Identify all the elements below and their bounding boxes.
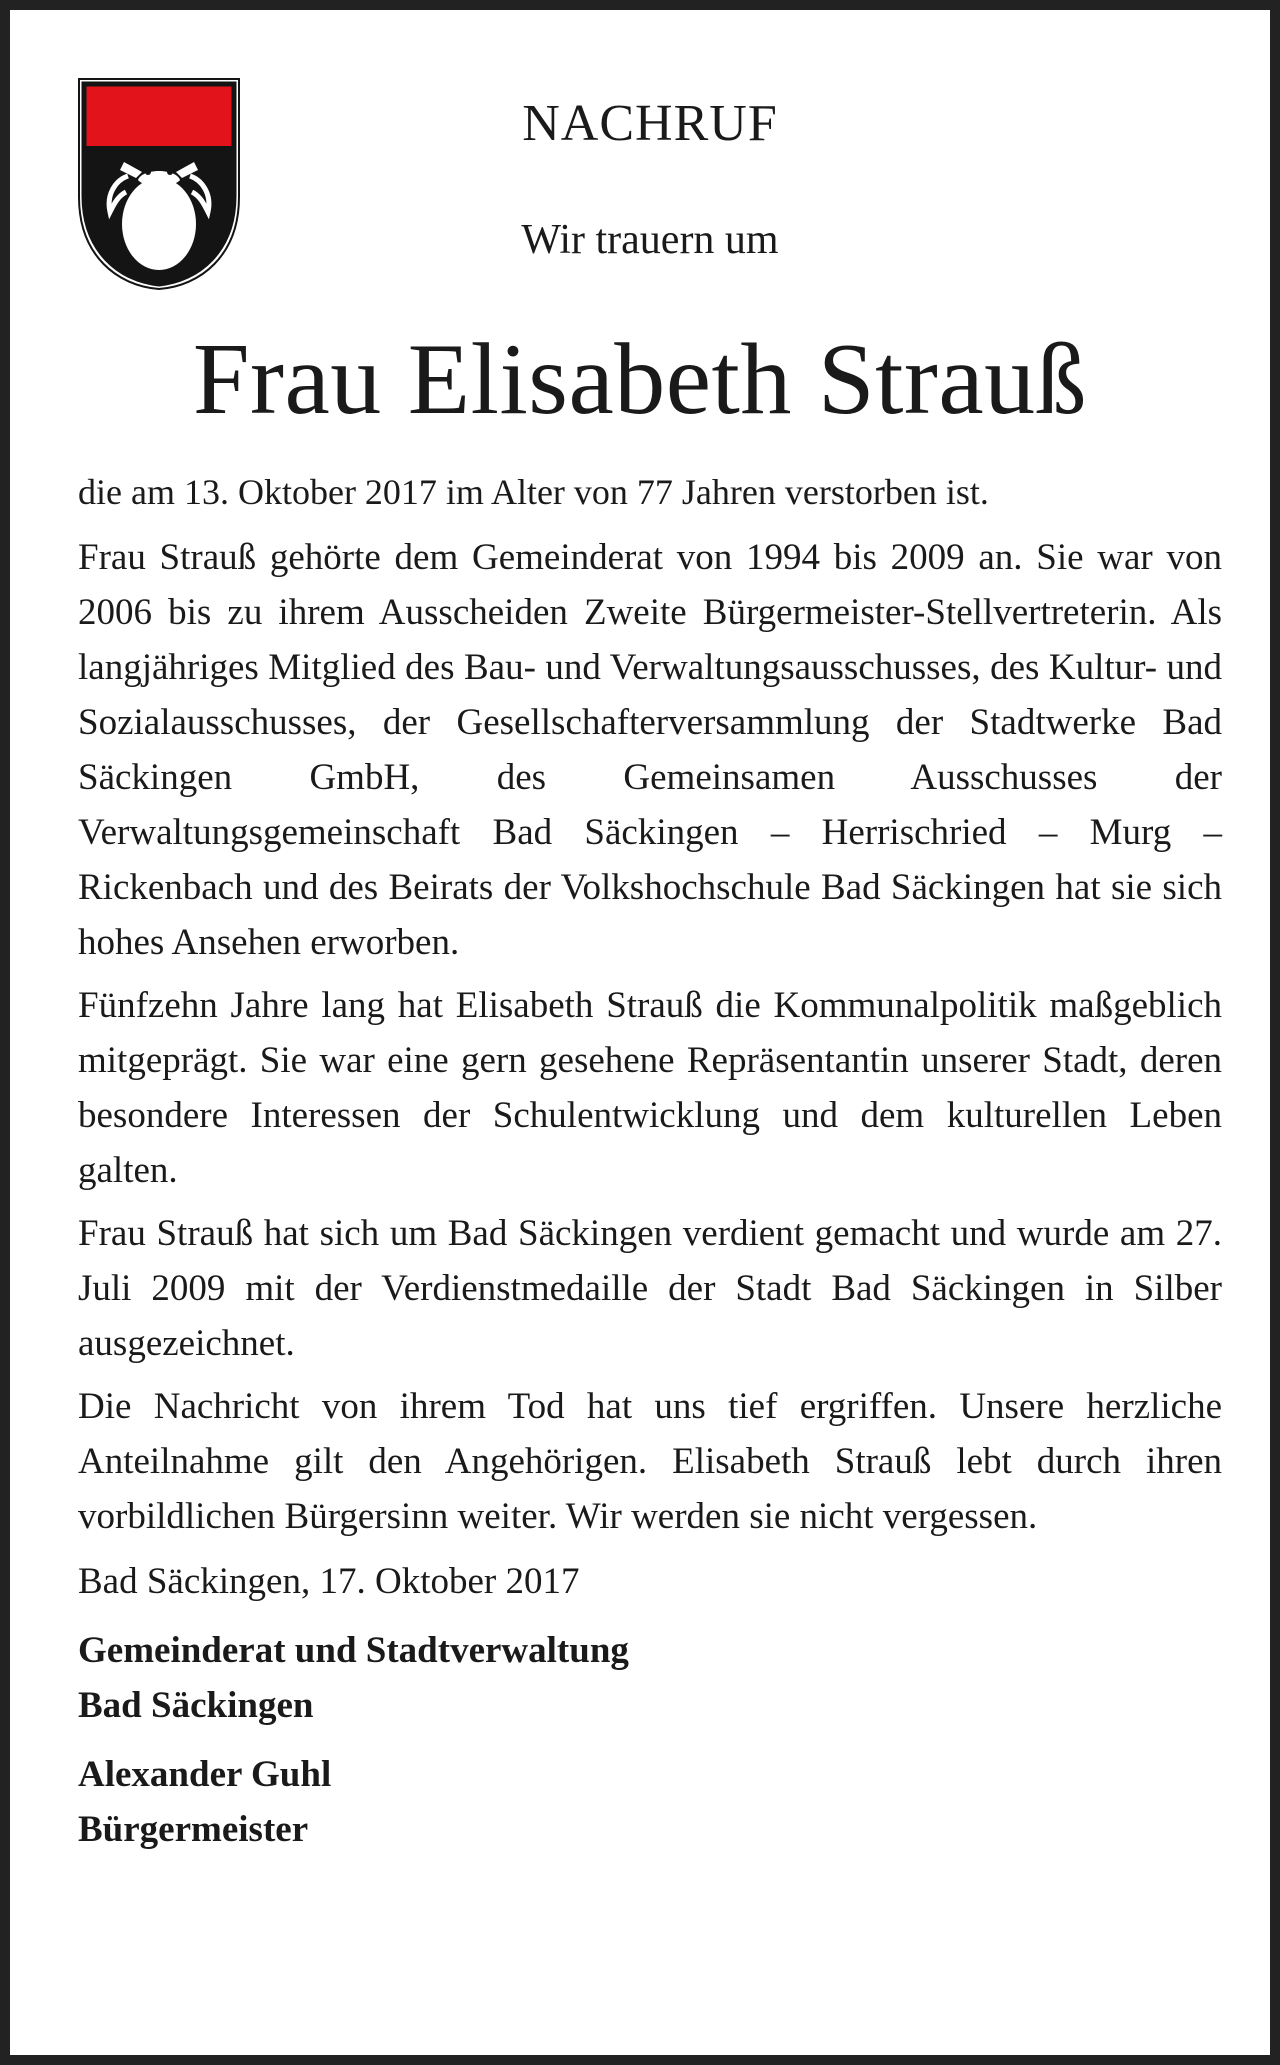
lead-line: die am 13. Oktober 2017 im Alter von 77 Jahren verstorben ist.: [78, 472, 989, 512]
notice-kicker: NACHRUF: [522, 95, 778, 152]
signature-person: Alexander Guhl: [78, 1754, 332, 1795]
paragraph-career: Frau Strauß gehörte dem Gemeinderat von 1994 bis 2009 an. Sie war von 2006 bis zu ihrem Ausscheiden Zweite Bürgermeister-Stellvertreterin. Als langjähriges Mitglied des Bau- und Verwaltungsausschusses, des Kultur- und Sozialausschusses, der Gesellschafterversammlung der Stadtwerke Bad Säckingen GmbH, des Gemeinsamen Ausschusses der Verwaltungsgemeinschaft Bad Säckingen – Herrischried – Murg – Rickenbach und des Beirats der Volkshochschule Bad Säckingen hat sie sich hohes Ansehen erworben.: [78, 537, 1222, 963]
paragraph-honor: Frau Strauß hat sich um Bad Säckingen verdient gemacht und wurde am 27. Juli 2009 mit der Verdienstmedaille der Stadt Bad Säckingen in Silber ausgezeichnet.: [78, 1213, 1222, 1364]
signature-title: Bürgermeister: [78, 1809, 309, 1850]
signature-org-line2: Bad Säckingen: [78, 1685, 314, 1726]
paragraph-politics: Fünfzehn Jahre lang hat Elisabeth Strauß die Kommunalpolitik maßgeblich mitgeprägt. Sie war eine gern gesehene Repräsentantin unserer Stadt, deren besondere Interessen der Schulentwicklung und dem kulturellen Leben galten.: [78, 985, 1222, 1191]
signature-org-line1: Gemeinderat und Stadtverwaltung: [78, 1630, 629, 1671]
signature-organization: [78, 1623, 1222, 1733]
paragraph-condolence: Die Nachricht von ihrem Tod hat uns tief ergriffen. Unsere herzliche Anteilnahme gilt den Angehörigen. Elisabeth Strauß lebt durch ihren vorbildlichen Bürgersinn weiter. Wir werden sie nicht vergessen.: [78, 1386, 1222, 1537]
signature-person-block: [78, 1747, 1222, 1857]
notice-intro: Wir trauern um: [521, 217, 779, 263]
dateline: Bad Säckingen, 17. Oktober 2017: [78, 1561, 580, 1602]
notice-header: [10, 88, 1270, 270]
notice-body: [78, 465, 1222, 1871]
deceased-name: Frau Elisabeth Strauß: [192, 323, 1088, 436]
